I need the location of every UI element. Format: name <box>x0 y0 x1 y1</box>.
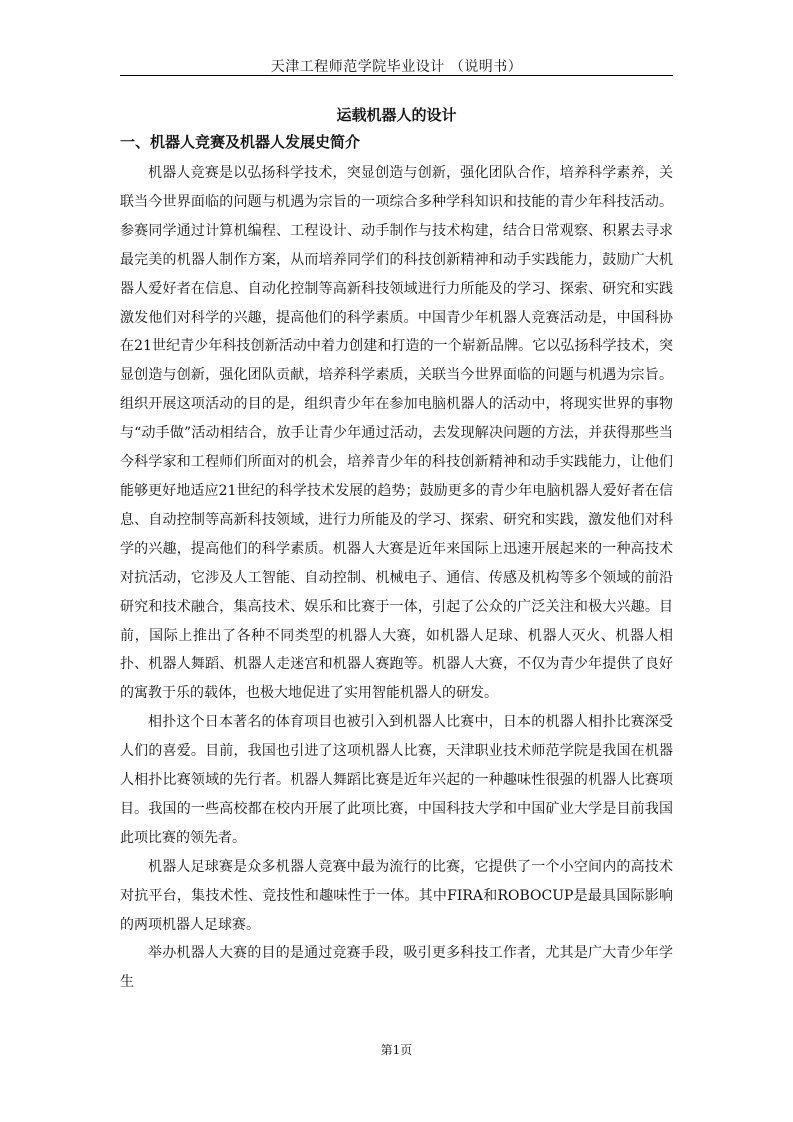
paragraph-4: 举办机器人大赛的目的是通过竞赛手段，吸引更多科技工作者，尤其是广大青少年学生 <box>120 945 673 991</box>
section-heading: 一、机器人竞赛及机器人发展史简介 <box>120 133 361 151</box>
body-text <box>120 159 673 997</box>
running-header: 天津工程师范学院毕业设计 （说明书） <box>270 59 523 75</box>
paragraph-3: 机器人足球赛是众多机器人竞赛中最为流行的比赛，它提供了一个小空间内的高技术对抗平台，集技术性、竞技性和趣味性于一体。其中FIRA和ROBOCUP是最具国际影响的两项机器人足球赛。 <box>120 858 673 933</box>
page-number: 第1页 <box>380 1043 413 1057</box>
paragraph-2: 相扑这个日本著名的体育项目也被引入到机器人比赛中，日本的机器人相扑比赛深受人们的喜爱。目前，我国也引进了这项机器人比赛，天津职业技术师范学院是我国在机器人相扑比赛领域的先行者。机器人舞蹈比赛是近年兴起的一种趣味性很强的机器人比赛项目。我国的一些高校都在校内开展了此项比赛，中国科技大学和中国矿业大学是目前我国此项比赛的领先者。 <box>120 714 673 846</box>
document-title: 运载机器人的设计 <box>336 106 457 124</box>
header-rule <box>120 75 673 76</box>
paragraph-1: 机器人竞赛是以弘扬科学技术，突显创造与创新，强化团队合作，培养科学素养，关联当今世界面临的问题与机遇为宗旨的一项综合多种学科知识和技能的青少年科技活动。参赛同学通过计算机编程、工程设计、动手制作与技术构建，结合日常观察、积累去寻求最完美的机器人制作方案，从而培养同学们的科技创新精神和动手实践能力，鼓励广大机器人爱好者在信息、自动化控制等高新科技领域进行力所能及的学习、探索、研究和实践激发他们对科学的兴趣，提高他们的科学素质。中国青少年机器人竞赛活动是，中国科协在21世纪青少年科技创新活动中着力创建和打造的一个崭新品牌。它以弘扬科学技术，突显创造与创新，强化团队贡献，培养科学素质，关联当今世界面临的问题与机遇为宗旨。组织开展这项活动的目的是，组织青少年在参加电脑机器人的活动中，将现实世界的事物与“动手做”活动相结合，放手让青少年通过活动，去发现解决问题的方法，并获得那些当今科学家和工程师们所面对的机会，培养青少年的科技创新精神和动手实践能力，让他们能够更好地适应21世纪的科学技术发展的趋势；鼓励更多的青少年电脑机器人爱好者在信息、自动控制等高新科技领域，进行力所能及的学习、探索、研究和实践，激发他们对科学的兴趣，提高他们的科学素质。机器人大赛是近年来国际上迅速开展起来的一种高技术对抗活动，它涉及人工智能、自动控制、机械电子、通信、传感及机构等多个领域的前沿研究和技术融合，集高技术、娱乐和比赛于一体，引起了公众的广泛关注和极大兴趣。目前，国际上推出了各种不同类型的机器人大赛，如机器人足球、机器人灭火、机器人相扑、机器人舞蹈、机器人走迷宫和机器人赛跑等。机器人大赛，不仅为青少年提供了良好的寓教于乐的载体，也极大地促进了实用智能机器人的研发。 <box>120 165 673 702</box>
